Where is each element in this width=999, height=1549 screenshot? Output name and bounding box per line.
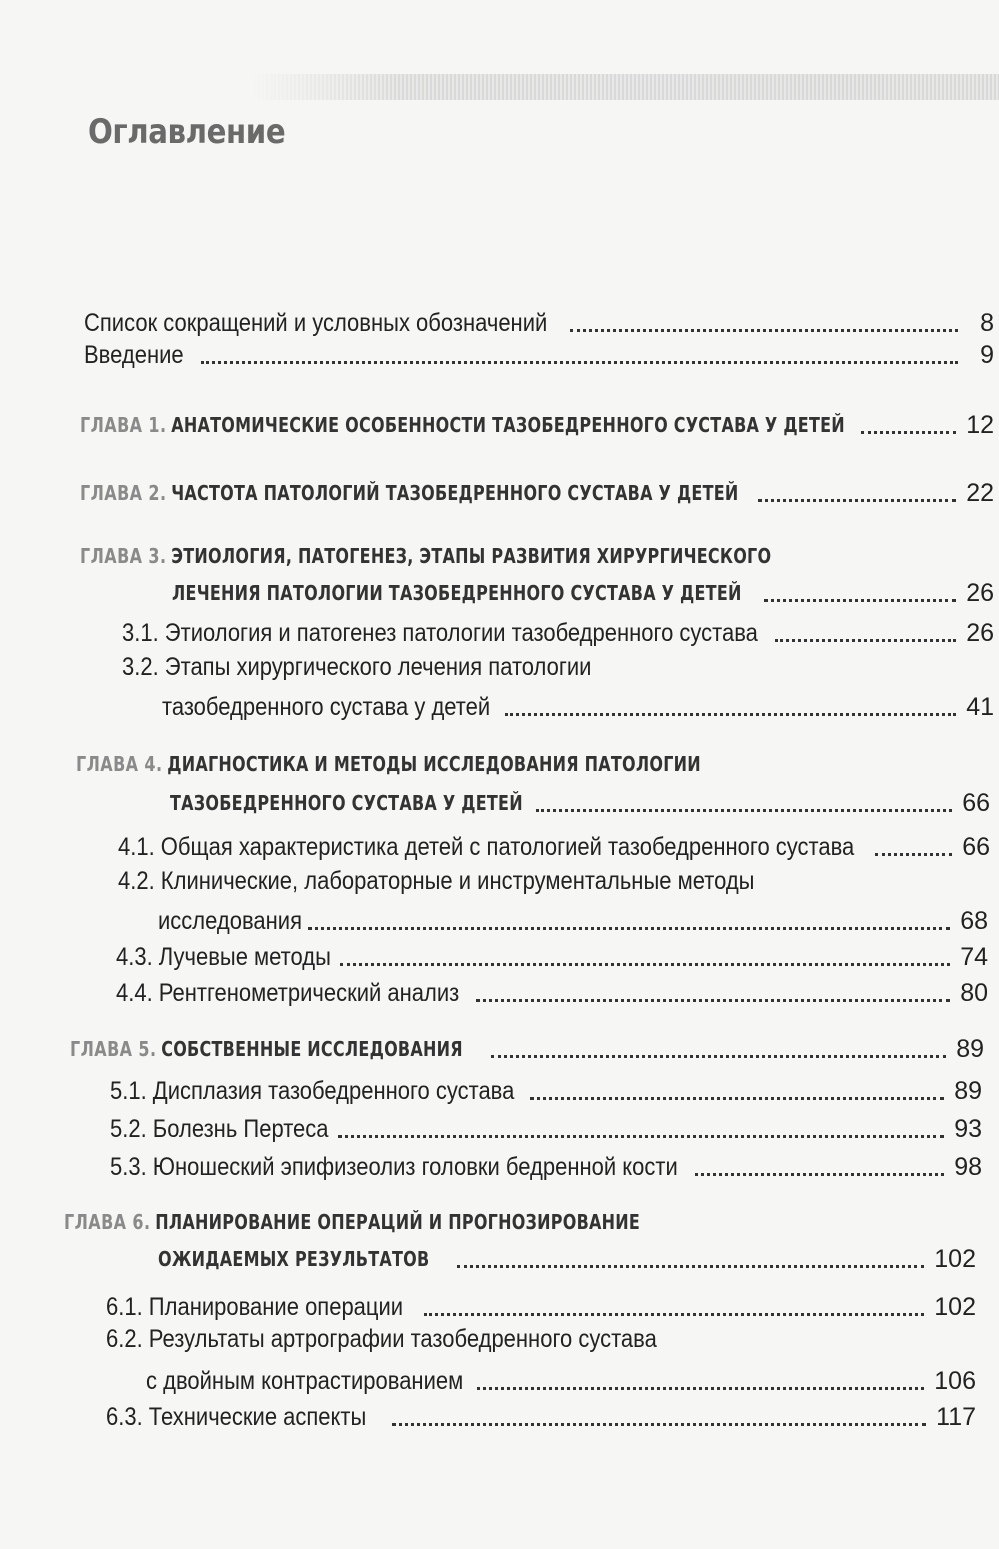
toc-entry-text: исследования (158, 907, 302, 935)
toc-page-number: 93 (954, 1115, 982, 1143)
chapter-title: ЛЕЧЕНИЯ ПАТОЛОГИИ ТАЗОБЕДРЕННОГО СУСТАВА У ДЕТЕЙ (172, 581, 742, 605)
toc-chapter-5 (70, 1030, 984, 1064)
toc-section-4-3 (116, 938, 988, 972)
chapter-title: ТАЗОБЕДРЕННОГО СУСТАВА У ДЕТЕЙ (170, 791, 523, 815)
toc-page-number: 98 (954, 1153, 982, 1181)
dot-leader (308, 927, 951, 930)
dot-leader (764, 599, 956, 602)
toc-entry-introduction (84, 336, 994, 370)
chapter-label: ГЛАВА 2. (80, 481, 167, 505)
chapter-label: ГЛАВА 4. (76, 752, 163, 776)
toc-entry-text: с двойным контрастированием (146, 1367, 464, 1395)
dot-leader (530, 1097, 945, 1100)
toc-section-3-2-line2 (162, 688, 994, 722)
dot-leader (875, 853, 953, 856)
dot-leader (424, 1313, 925, 1316)
dot-leader (477, 1387, 925, 1390)
toc-page-number: 26 (966, 619, 994, 647)
toc-section-4-2-line2 (158, 902, 988, 936)
dot-leader (491, 1055, 946, 1058)
toc-chapter-2 (80, 474, 994, 508)
dot-leader (536, 809, 952, 812)
chapter-title: ОЖИДАЕМЫХ РЕЗУЛЬТАТОВ (158, 1247, 430, 1271)
toc-section-4-4 (116, 974, 988, 1008)
chapter-title: ПЛАНИРОВАНИЕ ОПЕРАЦИЙ И ПРОГНОЗИРОВАНИЕ (155, 1210, 641, 1234)
toc-page-number: 102 (934, 1245, 976, 1273)
toc-chapter-4-line1 (76, 748, 857, 779)
toc-page-number: 26 (966, 579, 994, 607)
toc-entry-text: 4.4. Рентгенометрический анализ (116, 979, 460, 1007)
toc-entry-text: 5.2. Болезнь Пертеса (110, 1115, 329, 1143)
toc-entry-text: 6.3. Технические аспекты (106, 1403, 367, 1431)
chapter-title: АНАТОМИЧЕСКИЕ ОСОБЕННОСТИ ТАЗОБЕДРЕННОГО СУСТАВА У ДЕТЕЙ (171, 413, 845, 437)
toc-section-5-3 (110, 1148, 982, 1182)
toc-section-3-1 (122, 614, 994, 648)
toc-chapter-6-line1 (64, 1206, 784, 1237)
chapter-label: ГЛАВА 1. (80, 413, 167, 437)
toc-chapter-3-line1 (80, 540, 944, 571)
toc-section-6-2-line2 (146, 1362, 976, 1396)
dot-leader (476, 999, 950, 1002)
toc-entry-text: Список сокращений и условных обозначений (84, 309, 548, 337)
dot-leader (570, 329, 958, 332)
toc-page-number: 9 (980, 341, 994, 369)
dot-leader (340, 963, 950, 966)
toc-entry-text: тазобедренного сустава у детей (162, 693, 491, 721)
toc-page-number: 22 (966, 479, 994, 507)
chapter-title: ДИАГНОСТИКА И МЕТОДЫ ИССЛЕДОВАНИЯ ПАТОЛОГИИ (167, 752, 701, 776)
dot-leader (861, 431, 956, 434)
toc-entry-text: Введение (84, 341, 184, 369)
toc-page-number: 41 (966, 693, 994, 721)
toc-page-number: 102 (934, 1293, 976, 1321)
dot-leader (505, 713, 956, 716)
dot-leader (758, 499, 956, 502)
dot-leader (775, 639, 957, 642)
toc-chapter-6-line2 (158, 1240, 976, 1274)
toc-section-6-2-line1: 6.2. Результаты артрографии тазобедренного сустава (106, 1325, 657, 1353)
toc-page-number: 8 (980, 309, 994, 337)
chapter-label: ГЛАВА 6. (64, 1210, 151, 1234)
toc-section-4-2-line1: 4.2. Клинические, лабораторные и инструментальные методы (118, 867, 755, 895)
toc-section-5-2 (110, 1110, 982, 1144)
toc-page-number: 74 (960, 943, 988, 971)
toc-entry-text: 6.1. Планирование операции (106, 1293, 404, 1321)
toc-chapter-3-line2 (172, 574, 994, 608)
chapter-title: ЭТИОЛОГИЯ, ПАТОГЕНЕЗ, ЭТАПЫ РАЗВИТИЯ ХИРУРГИЧЕСКОГО (171, 544, 772, 568)
toc-page-number: 66 (962, 833, 990, 861)
toc-entry-text: 3.1. Этиология и патогенез патологии тазобедренного сустава (122, 619, 758, 647)
toc-entry-text: 5.1. Дисплазия тазобедренного сустава (110, 1077, 515, 1105)
page-title: Оглавление (88, 112, 286, 152)
toc-page-number: 106 (934, 1367, 976, 1395)
dot-leader (457, 1265, 924, 1268)
toc-chapter-4-line2 (170, 784, 990, 818)
chapter-title: СОБСТВЕННЫЕ ИССЛЕДОВАНИЯ (161, 1037, 463, 1061)
dot-leader (201, 361, 958, 364)
toc-page-number: 68 (960, 907, 988, 935)
dot-leader (695, 1173, 944, 1176)
toc-page-number: 12 (966, 411, 994, 439)
toc-section-4-1 (118, 828, 990, 862)
toc-page-number: 66 (962, 789, 990, 817)
decorative-header-band (250, 74, 999, 100)
toc-section-3-2-line1: 3.2. Этапы хирургического лечения патологии (122, 653, 592, 681)
toc-entry-text: 5.3. Юношеский эпифизеолиз головки бедренной кости (110, 1153, 678, 1181)
toc-entry-text: 4.1. Общая характеристика детей с патологией тазобедренного сустава (118, 833, 855, 861)
toc-page-number: 89 (956, 1035, 984, 1063)
toc-section-5-1 (110, 1072, 982, 1106)
toc-chapter-1 (80, 406, 994, 440)
chapter-label: ГЛАВА 5. (70, 1037, 157, 1061)
toc-page-number: 89 (954, 1077, 982, 1105)
dot-leader (338, 1135, 944, 1138)
toc-section-6-1 (106, 1288, 976, 1322)
toc-section-6-3 (106, 1398, 976, 1432)
dot-leader (392, 1423, 926, 1426)
toc-page-number: 117 (936, 1403, 976, 1431)
toc-page-number: 80 (960, 979, 988, 1007)
toc-entry-text: 4.3. Лучевые методы (116, 943, 331, 971)
toc-entry-abbreviations (84, 304, 994, 338)
chapter-label: ГЛАВА 3. (80, 544, 167, 568)
chapter-title: ЧАСТОТА ПАТОЛОГИЙ ТАЗОБЕДРЕННОГО СУСТАВА У ДЕТЕЙ (171, 481, 739, 505)
